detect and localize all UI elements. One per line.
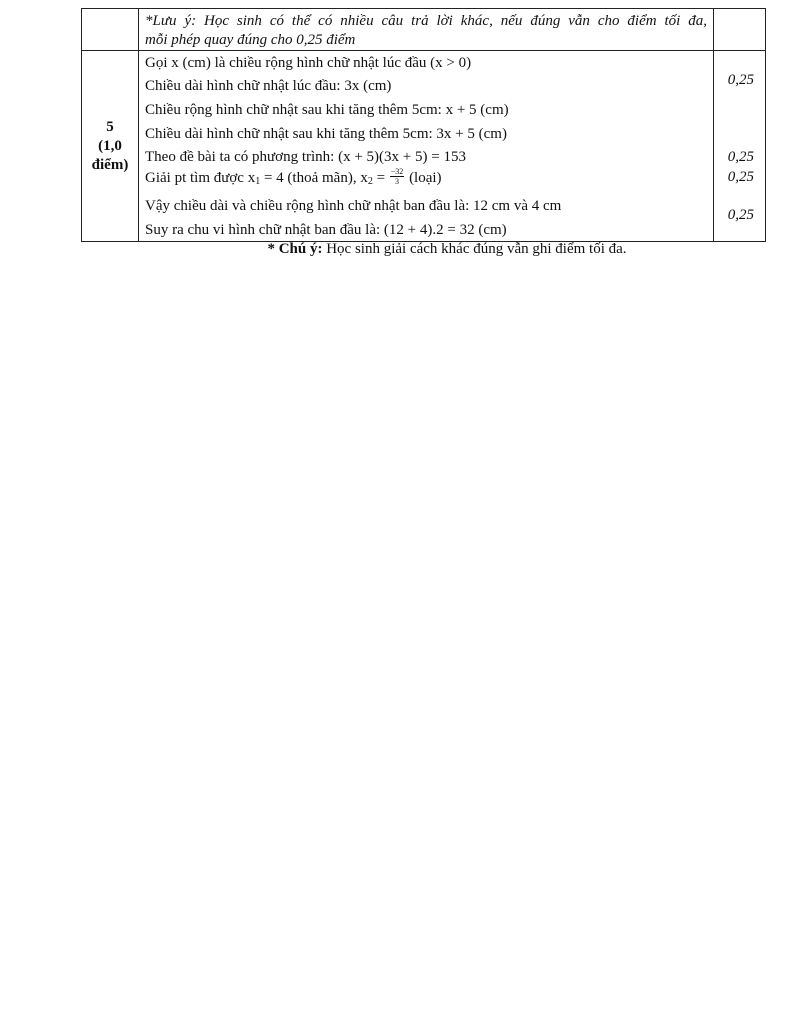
score-4: 0,25: [727, 207, 754, 223]
solution-cell: [139, 51, 714, 242]
solve-prefix: Giải pt tìm được x: [145, 170, 256, 186]
solution-line-2: Chiều dài hình chữ nhật lúc đầu: 3x (cm): [145, 78, 392, 94]
question-points-line-2: điểm): [91, 156, 129, 173]
solve-mid: = 4 (thoả mãn), x: [260, 170, 368, 186]
solution-line-5: Theo đề bài ta có phương trình: (x + 5)(3x + 5) = 153: [145, 149, 466, 165]
question-points-line-1: (1,0: [98, 137, 122, 154]
solution-line-6: [145, 169, 442, 191]
question-number: 5: [106, 118, 114, 135]
score-3: 0,25: [727, 169, 754, 185]
footnote-text: Học sinh giải cách khác đúng vẫn ghi điểm tối đa.: [322, 241, 627, 257]
fraction: [390, 167, 405, 186]
solution-line-4: Chiều dài hình chữ nhật sau khi tăng thêm 5cm: 3x + 5 (cm): [145, 126, 507, 142]
solve-sub-2: 2: [367, 176, 373, 187]
note-cell: [139, 9, 714, 51]
solve-suffix: (loại): [405, 170, 442, 186]
grading-table: [81, 8, 766, 242]
score-1: 0,25: [727, 72, 754, 88]
solve-eq: =: [372, 170, 389, 186]
fraction-numerator: −32: [390, 167, 404, 177]
note-row: [82, 9, 766, 51]
note-number-cell: [82, 9, 139, 51]
note-line-2: mỗi phép quay đúng cho 0,25 điểm: [145, 32, 356, 48]
solution-line-8: Suy ra chu vi hình chữ nhật ban đầu là: (12 + 4).2 = 32 (cm): [145, 222, 507, 238]
question-row: [82, 51, 766, 242]
solution-line-3: Chiều rộng hình chữ nhật sau khi tăng thêm 5cm: x + 5 (cm): [145, 102, 509, 118]
fraction-denominator: 3: [395, 177, 400, 187]
footnote: [0, 240, 792, 259]
score-cell: [714, 51, 766, 242]
solution-line-1: Gọi x (cm) là chiều rộng hình chữ nhật lúc đầu (x > 0): [145, 55, 472, 71]
solve-sub-1: 1: [255, 176, 261, 187]
note-line-1: *Lưu ý: Học sinh có thể có nhiều câu trả lời khác, nếu đúng vẫn cho điểm tối đa,: [145, 13, 707, 29]
footnote-label: * Chú ý:: [267, 241, 323, 257]
solution-line-7: Vậy chiều dài và chiều rộng hình chữ nhật ban đầu là: 12 cm và 4 cm: [145, 198, 562, 214]
question-number-cell: [82, 51, 139, 242]
note-score-cell: [714, 9, 766, 51]
score-2: 0,25: [727, 149, 754, 165]
